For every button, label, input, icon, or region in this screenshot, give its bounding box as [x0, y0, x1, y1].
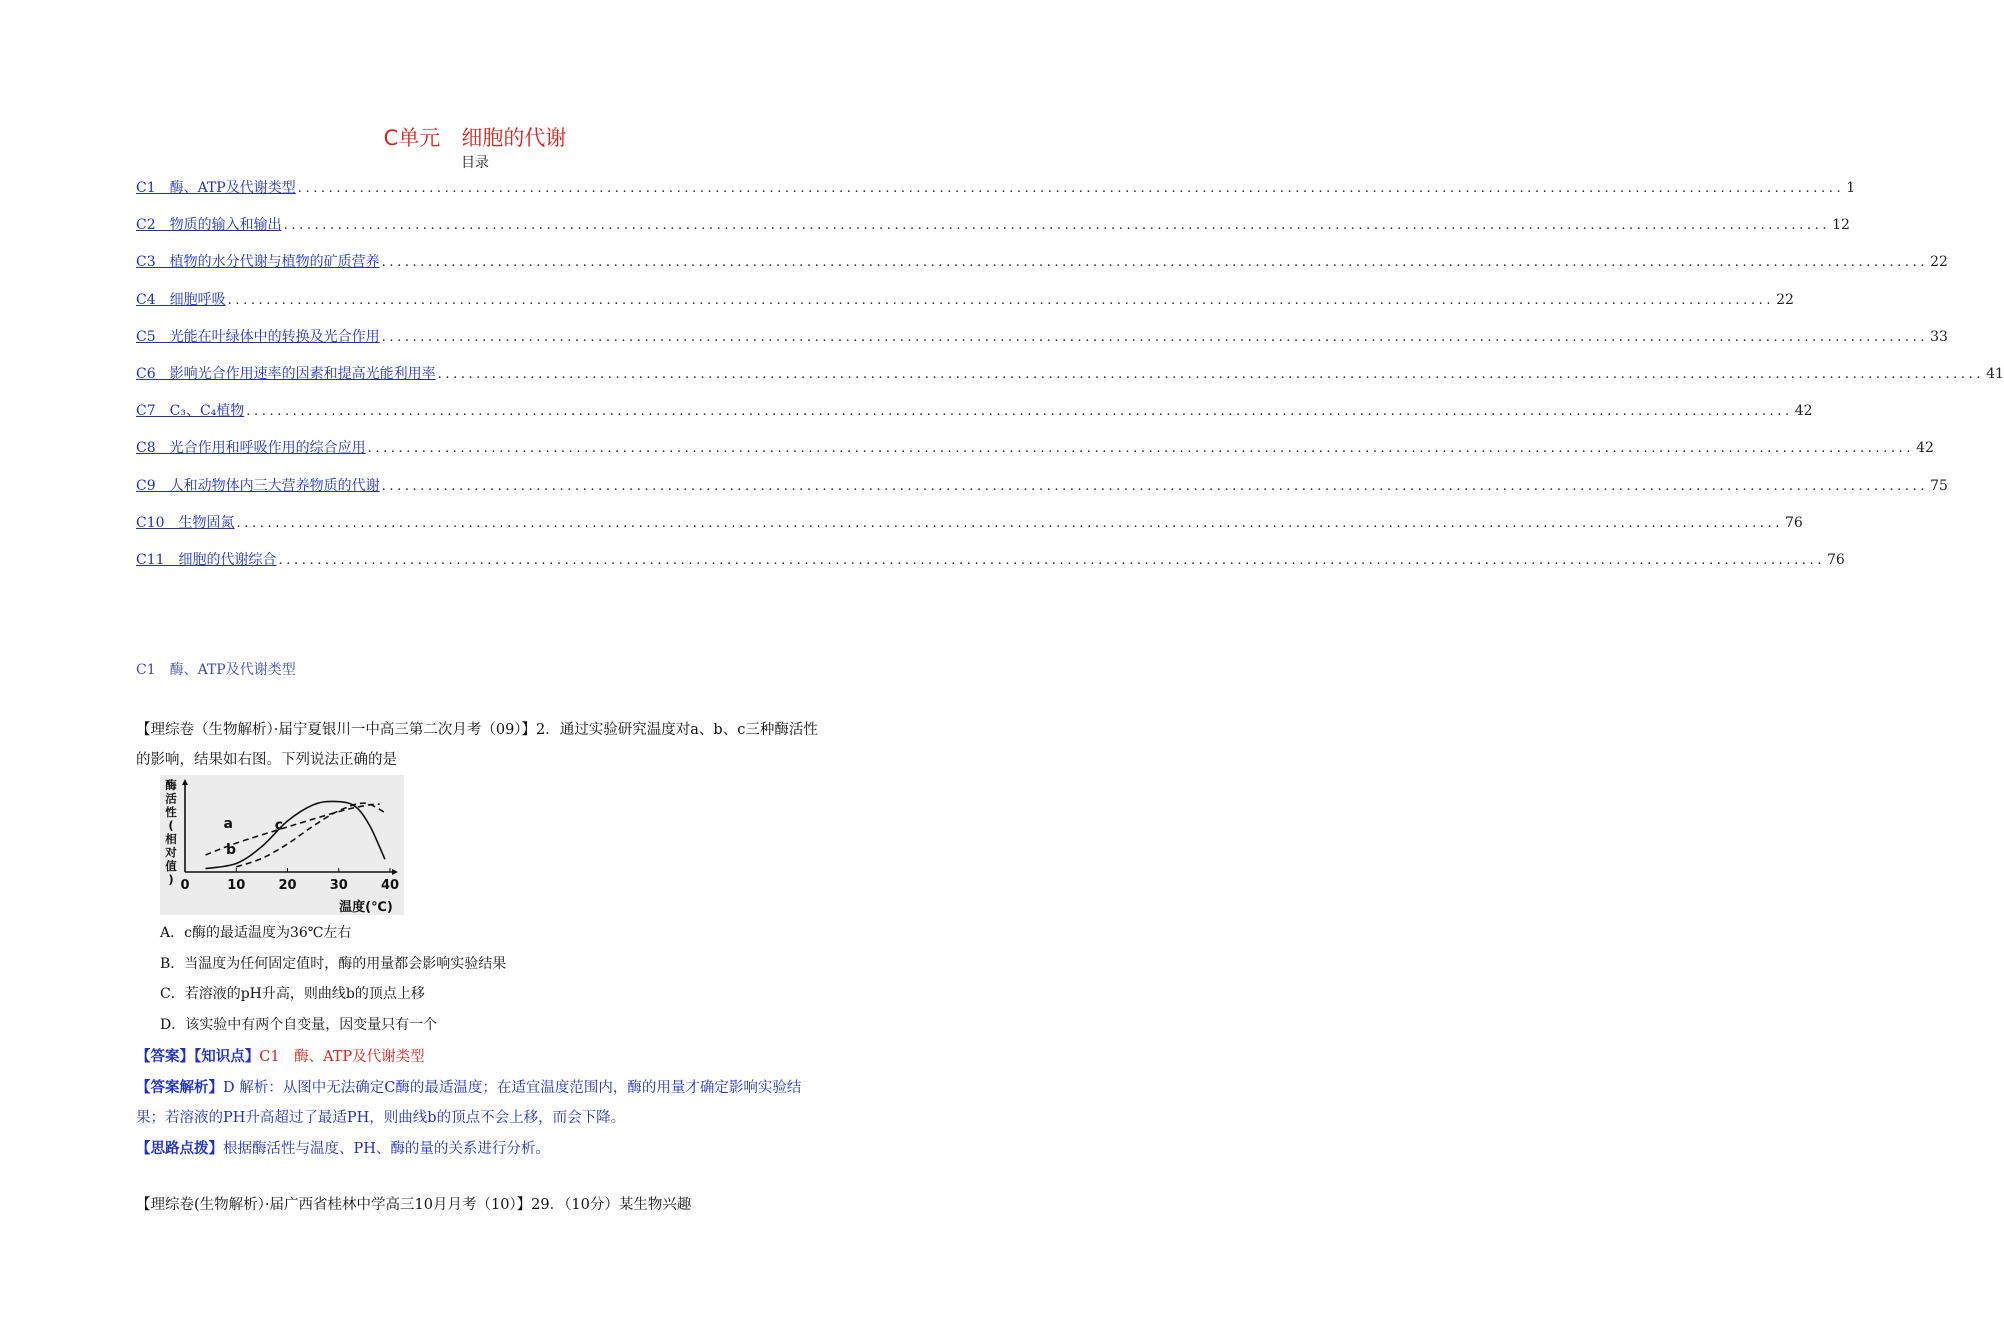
toc-entry[interactable] — [136, 475, 1948, 512]
question-2-stem: 【理综卷(生物解析）·届广西省桂林中学高三10月月考（10）】29．（10分）某生物兴趣 — [136, 1197, 692, 1213]
curve-label-c: c — [274, 817, 283, 834]
x-axis-label: 温度(℃) — [339, 900, 393, 915]
toc-entry[interactable] — [136, 549, 1845, 586]
toc-link[interactable]: C11 细胞的代谢综合 — [136, 551, 277, 568]
question-1-stem: 【理综卷（生物解析）·届宁夏银川一中高三第二次月考（09）】2．通过实验研究温度对a、b、c三种酶活性的影响，结果如右图。下列说法正确的是 — [136, 722, 818, 768]
y-axis-label-char: ) — [168, 872, 174, 887]
option-a: A．c酶的最适温度为36℃左右 — [160, 925, 352, 941]
toc-leader-dots: ........................................................................................................................................................................................................ — [367, 441, 1915, 457]
y-axis-label-char: 相 — [165, 832, 177, 846]
toc-entry[interactable] — [136, 326, 1948, 363]
toc-page-number: 1 — [1846, 180, 1856, 196]
toc-leader-dots: ........................................................................................................................................................................................................ — [227, 292, 1775, 308]
toc-page-number: 22 — [1776, 291, 1794, 308]
toc-leader-dots: ........................................................................................................................................................................................................ — [381, 255, 1929, 271]
toc-page-number: 42 — [1916, 440, 1934, 457]
toc-link[interactable]: C7 C₃、C₄植物 — [136, 403, 245, 420]
toc-page-number: 75 — [1930, 477, 1948, 494]
toc-leader-dots: ........................................................................................................................................................................................................ — [246, 404, 1793, 420]
toc-entry[interactable] — [136, 512, 1803, 549]
option-d: D．该实验中有两个自变量，因变量只有一个 — [160, 1016, 438, 1033]
toc-leader-dots: ........................................................................................................................................................................................................ — [437, 366, 1985, 382]
curve-label-a: a — [223, 815, 233, 832]
x-tick-label: 10 — [227, 878, 246, 893]
answer-block — [136, 1042, 820, 1164]
y-axis-label-char: 活 — [165, 791, 177, 806]
knowledge-tag: 【知识点】 — [194, 1048, 260, 1065]
y-axis-label-char: 值 — [165, 859, 177, 873]
x-tick-label: 30 — [329, 878, 348, 893]
toc-page-number: 33 — [1930, 328, 1948, 345]
toc-entry[interactable] — [136, 289, 1794, 326]
x-tick-label: 20 — [278, 878, 297, 893]
x-tick-label: 0 — [180, 878, 190, 893]
toc-leader-dots: ........................................................................................................................................................................................................ — [283, 218, 1831, 234]
toc-page-number: 76 — [1827, 551, 1845, 568]
tip — [136, 1134, 820, 1165]
toc-link[interactable]: C4 细胞呼吸 — [136, 291, 226, 308]
toc-link[interactable]: C8 光合作用和呼吸作用的综合应用 — [136, 440, 366, 457]
chart-background — [160, 775, 404, 915]
option-b: B．当温度为任何固定值时，酶的用量都会影响实验结果 — [160, 955, 507, 972]
toc-leader-dots: ........................................................................................................................................................................................................ — [236, 515, 1783, 531]
toc-link[interactable]: C5 光能在叶绿体中的转换及光合作用 — [136, 328, 380, 345]
toc-leader-dots: ........................................................................................................................................................................................................ — [278, 552, 1825, 568]
knowledge-point: C1 酶、ATP及代谢类型 — [259, 1049, 425, 1065]
toc-leader-dots: ........................................................................................................................................................................................................ — [297, 181, 1845, 196]
option-c: C．若溶液的pH升高，则曲线b的顶点上移 — [160, 986, 425, 1002]
enzyme-activity-chart — [160, 775, 404, 915]
tip-text: 根据酶活性与温度、PH、酶的量的关系进行分析。 — [223, 1140, 550, 1157]
toc-entry[interactable] — [136, 437, 1934, 474]
explain-text: D 解析：从图中无法确定C酶的最适温度；在适宜温度范围内，酶的用量才确定影响实验结果；若溶液的PH升高超过了最适PH，则曲线b的顶点不会上移，而会下降。 — [136, 1079, 802, 1126]
question-1-options — [160, 918, 506, 1040]
toc-page-number: 22 — [1930, 254, 1948, 271]
toc-leader-dots: ........................................................................................................................................................................................................ — [381, 478, 1929, 494]
curve-label-b: b — [226, 842, 237, 859]
toc-link[interactable]: C9 人和动物体内三大营养物质的代谢 — [136, 477, 380, 494]
toc-page-number: 12 — [1832, 217, 1850, 234]
toc-entry[interactable] — [136, 214, 1850, 251]
answer-tag: 【答案】 — [136, 1048, 194, 1065]
toc-link[interactable]: C10 生物固氮 — [136, 514, 235, 531]
toc-page-number: 41 — [1986, 365, 2004, 382]
table-of-contents — [136, 177, 2004, 586]
explain-tag: 【答案解析】 — [136, 1078, 223, 1096]
toc-entry[interactable] — [136, 363, 2004, 400]
toc-entry[interactable] — [136, 251, 1948, 288]
toc-link[interactable]: C6 影响光合作用速率的因素和提高光能利用率 — [136, 365, 436, 382]
section-heading: C1 酶、ATP及代谢类型 — [136, 662, 296, 678]
y-axis-label-char: 酶 — [165, 778, 177, 792]
toc-heading: 目录 — [461, 155, 489, 171]
toc-entry[interactable] — [136, 400, 1813, 437]
y-axis-label-char: 对 — [165, 845, 177, 860]
toc-link[interactable]: C3 植物的水分代谢与植物的矿质营养 — [136, 254, 380, 271]
page-title: C单元 细胞的代谢 — [383, 126, 567, 150]
toc-leader-dots: ........................................................................................................................................................................................................ — [381, 329, 1929, 345]
explanation — [136, 1073, 820, 1134]
toc-link[interactable]: C2 物质的输入和输出 — [136, 217, 282, 234]
toc-page-number: 76 — [1785, 514, 1803, 531]
y-axis-label-char: 性 — [165, 805, 177, 819]
answer-line — [136, 1042, 820, 1073]
toc-link[interactable]: C1 酶、ATP及代谢类型 — [136, 180, 296, 196]
toc-entry[interactable] — [136, 177, 1856, 214]
toc-page-number: 42 — [1794, 403, 1813, 420]
tip-tag: 【思路点拨】 — [136, 1139, 223, 1157]
y-axis-label-char: ( — [168, 818, 174, 833]
x-tick-label: 40 — [380, 878, 400, 893]
